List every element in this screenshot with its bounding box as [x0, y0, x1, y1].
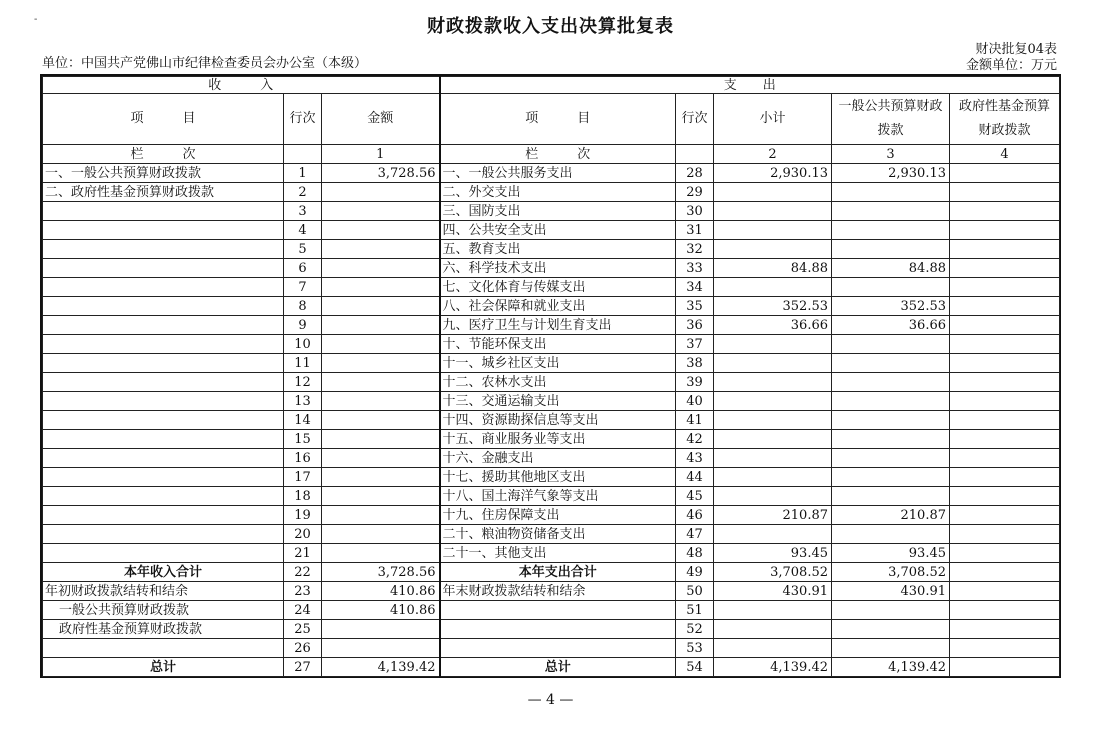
income-row-no-cell: 14 — [284, 411, 322, 430]
income-row-header: 行次 — [284, 94, 322, 145]
expense-subtotal-cell: 352.53 — [714, 297, 832, 316]
income-amount-cell — [322, 240, 440, 259]
expense-subtotal-cell — [714, 221, 832, 240]
income-section-header: 收 入 — [43, 77, 440, 94]
page-number: — 4 — — [527, 692, 574, 708]
expense-row-no-cell: 29 — [676, 183, 714, 202]
expense-subtotal-cell — [714, 430, 832, 449]
income-item-cell — [43, 221, 284, 240]
table-row — [43, 278, 1060, 297]
expense-fund-cell — [950, 354, 1060, 373]
expense-fund-cell — [950, 563, 1060, 582]
income-item-cell — [43, 259, 284, 278]
expense-fund-index: 4 — [950, 145, 1060, 164]
income-row-no-cell: 6 — [284, 259, 322, 278]
income-row-no-cell: 8 — [284, 297, 322, 316]
income-amount-cell — [322, 468, 440, 487]
expense-fund-cell — [950, 639, 1060, 658]
income-item-cell: 二、政府性基金预算财政拨款 — [43, 183, 284, 202]
expense-row-no-cell: 47 — [676, 525, 714, 544]
expense-subtotal-cell — [714, 278, 832, 297]
income-row-no-cell: 9 — [284, 316, 322, 335]
expense-general-cell: 3,708.52 — [832, 563, 950, 582]
expense-item-cell: 一、一般公共服务支出 — [440, 164, 676, 183]
expense-subtotal-cell — [714, 468, 832, 487]
expense-row-no-cell: 30 — [676, 202, 714, 221]
expense-row-no-cell: 33 — [676, 259, 714, 278]
expense-general-cell — [832, 278, 950, 297]
expense-general-cell — [832, 601, 950, 620]
income-item-cell — [43, 297, 284, 316]
expense-general-cell: 2,930.13 — [832, 164, 950, 183]
income-amount-cell: 410.86 — [322, 582, 440, 601]
expense-item-cell: 十八、国土海洋气象等支出 — [440, 487, 676, 506]
income-item-cell — [43, 430, 284, 449]
table-row — [43, 430, 1060, 449]
income-amount-cell — [322, 202, 440, 221]
expense-row-no-cell: 50 — [676, 582, 714, 601]
expense-item-cell: 年末财政拨款结转和结余 — [440, 582, 676, 601]
expense-general-cell — [832, 620, 950, 639]
expense-fund-cell — [950, 449, 1060, 468]
expense-item-cell: 四、公共安全支出 — [440, 221, 676, 240]
table-row — [43, 202, 1060, 221]
income-amount-cell: 3,728.56 — [322, 563, 440, 582]
expense-subtotal-cell — [714, 449, 832, 468]
expense-general-cell — [832, 240, 950, 259]
expense-row-no-cell: 45 — [676, 487, 714, 506]
expense-fund-header: 政府性基金预算财政拨款 — [950, 94, 1060, 145]
expense-subtotal-cell: 93.45 — [714, 544, 832, 563]
income-row-no-cell: 10 — [284, 335, 322, 354]
expense-row-header: 行次 — [676, 94, 714, 145]
expense-row-no-cell: 43 — [676, 449, 714, 468]
table-row — [43, 639, 1060, 658]
income-row-no-cell: 19 — [284, 506, 322, 525]
expense-general-index: 3 — [832, 145, 950, 164]
expense-fund-cell — [950, 658, 1060, 677]
expense-row-no-cell: 31 — [676, 221, 714, 240]
income-amount-header: 金额 — [322, 94, 440, 145]
expense-fund-cell — [950, 316, 1060, 335]
expense-subtotal-cell — [714, 373, 832, 392]
expense-subtotal-cell — [714, 183, 832, 202]
income-row-no-cell: 18 — [284, 487, 322, 506]
expense-row-no-cell: 28 — [676, 164, 714, 183]
expense-row-no-cell: 34 — [676, 278, 714, 297]
expense-item-cell — [440, 601, 676, 620]
table-row — [43, 316, 1060, 335]
expense-item-cell: 十六、金融支出 — [440, 449, 676, 468]
expense-general-cell — [832, 449, 950, 468]
money-unit-label: 金额单位：万元 — [965, 58, 1057, 73]
expense-row-no-cell: 52 — [676, 620, 714, 639]
income-amount-cell — [322, 620, 440, 639]
income-row-no-cell: 3 — [284, 202, 322, 221]
expense-subtotal-cell: 84.88 — [714, 259, 832, 278]
expense-general-cell — [832, 221, 950, 240]
expense-general-cell — [832, 183, 950, 202]
income-item-cell — [43, 487, 284, 506]
expense-col-index: 栏 次 — [440, 145, 676, 164]
expense-general-cell — [832, 335, 950, 354]
income-amount-cell — [322, 487, 440, 506]
expense-item-cell: 十九、住房保障支出 — [440, 506, 676, 525]
income-item-cell: 一、一般公共预算财政拨款 — [43, 164, 284, 183]
table-row — [43, 601, 1060, 620]
expense-item-cell — [440, 620, 676, 639]
table-row — [43, 449, 1060, 468]
table-row — [43, 164, 1060, 183]
expense-general-cell: 430.91 — [832, 582, 950, 601]
income-item-cell: 总计 — [43, 658, 284, 677]
expense-item-cell: 七、文化体育与传媒支出 — [440, 278, 676, 297]
expense-fund-cell — [950, 221, 1060, 240]
expense-item-cell: 六、科学技术支出 — [440, 259, 676, 278]
expense-fund-cell — [950, 430, 1060, 449]
table-row — [43, 373, 1060, 392]
expense-subtotal-cell — [714, 354, 832, 373]
income-col-index: 栏 次 — [43, 145, 284, 164]
table-row — [43, 259, 1060, 278]
expense-fund-cell — [950, 582, 1060, 601]
expense-subtotal-cell — [714, 392, 832, 411]
income-item-cell — [43, 411, 284, 430]
income-amount-cell — [322, 639, 440, 658]
income-row-no-cell: 12 — [284, 373, 322, 392]
income-row-no-cell: 4 — [284, 221, 322, 240]
income-item-cell — [43, 335, 284, 354]
expense-general-header: 一般公共预算财政拨款 — [832, 94, 950, 145]
expense-item-cell: 十一、城乡社区支出 — [440, 354, 676, 373]
table-row — [43, 544, 1060, 563]
budget-table-frame — [40, 74, 1061, 678]
expense-subtotal-cell — [714, 487, 832, 506]
expense-general-cell — [832, 468, 950, 487]
expense-item-cell: 二十、粮油物资储备支出 — [440, 525, 676, 544]
income-item-cell — [43, 506, 284, 525]
income-amount-cell — [322, 449, 440, 468]
table-row — [43, 183, 1060, 202]
expense-item-cell: 十七、援助其他地区支出 — [440, 468, 676, 487]
expense-subtotal-index: 2 — [714, 145, 832, 164]
expense-general-cell: 352.53 — [832, 297, 950, 316]
expense-row-no-cell: 39 — [676, 373, 714, 392]
income-amount-cell: 3,728.56 — [322, 164, 440, 183]
expense-item-cell — [440, 639, 676, 658]
expense-row-no-cell: 36 — [676, 316, 714, 335]
income-row-index-blank — [284, 145, 322, 164]
expense-subtotal-cell — [714, 411, 832, 430]
expense-row-no-cell: 44 — [676, 468, 714, 487]
page-title: 财政拨款收入支出决算批复表 — [427, 16, 674, 37]
expense-item-cell: 十四、资源勘探信息等支出 — [440, 411, 676, 430]
expense-item-cell: 总计 — [440, 658, 676, 677]
income-amount-cell — [322, 221, 440, 240]
expense-subtotal-cell: 430.91 — [714, 582, 832, 601]
expense-fund-cell — [950, 297, 1060, 316]
expense-subtotal-cell: 2,930.13 — [714, 164, 832, 183]
expense-section-header: 支 出 — [440, 77, 1060, 94]
table-row — [43, 354, 1060, 373]
income-amount-cell — [322, 297, 440, 316]
income-amount-cell — [322, 183, 440, 202]
form-number: 财决批复04表 — [975, 42, 1057, 57]
income-item-cell — [43, 316, 284, 335]
table-row — [43, 620, 1060, 639]
income-row-no-cell: 24 — [284, 601, 322, 620]
expense-row-no-cell: 35 — [676, 297, 714, 316]
expense-row-no-cell: 49 — [676, 563, 714, 582]
table-row — [43, 468, 1060, 487]
income-row-no-cell: 25 — [284, 620, 322, 639]
income-item-cell — [43, 373, 284, 392]
income-amount-cell — [322, 430, 440, 449]
table-row — [43, 506, 1060, 525]
expense-general-cell — [832, 430, 950, 449]
unit-label: 单位：中国共产党佛山市纪律检查委员会办公室（本级） — [42, 56, 368, 71]
expense-fund-cell — [950, 183, 1060, 202]
expense-item-header: 项 目 — [440, 94, 676, 145]
expense-item-cell: 十二、农林水支出 — [440, 373, 676, 392]
income-item-cell — [43, 468, 284, 487]
expense-fund-cell — [950, 468, 1060, 487]
income-row-no-cell: 26 — [284, 639, 322, 658]
income-item-cell — [43, 639, 284, 658]
expense-fund-cell — [950, 202, 1060, 221]
income-row-no-cell: 21 — [284, 544, 322, 563]
expense-fund-cell — [950, 601, 1060, 620]
income-amount-cell — [322, 506, 440, 525]
expense-general-cell: 84.88 — [832, 259, 950, 278]
expense-general-cell — [832, 202, 950, 221]
expense-row-no-cell: 38 — [676, 354, 714, 373]
expense-fund-cell — [950, 506, 1060, 525]
income-amount-cell — [322, 259, 440, 278]
expense-row-no-cell: 32 — [676, 240, 714, 259]
expense-subtotal-cell: 4,139.42 — [714, 658, 832, 677]
table-row — [43, 563, 1060, 582]
income-item-cell — [43, 392, 284, 411]
table-row — [43, 487, 1060, 506]
income-item-header: 项 目 — [43, 94, 284, 145]
income-item-cell: 政府性基金预算财政拨款 — [43, 620, 284, 639]
expense-general-cell — [832, 354, 950, 373]
expense-subtotal-cell — [714, 335, 832, 354]
expense-fund-cell — [950, 335, 1060, 354]
income-amount-cell: 4,139.42 — [322, 658, 440, 677]
expense-subtotal-cell — [714, 525, 832, 544]
expense-fund-cell — [950, 278, 1060, 297]
expense-general-cell: 4,139.42 — [832, 658, 950, 677]
expense-fund-cell — [950, 525, 1060, 544]
expense-subtotal-cell — [714, 639, 832, 658]
expense-row-no-cell: 37 — [676, 335, 714, 354]
income-row-no-cell: 16 — [284, 449, 322, 468]
expense-item-cell: 二十一、其他支出 — [440, 544, 676, 563]
income-amount-cell — [322, 392, 440, 411]
table-row — [43, 658, 1060, 677]
income-row-no-cell: 2 — [284, 183, 322, 202]
expense-subtotal-cell — [714, 620, 832, 639]
income-item-cell: 年初财政拨款结转和结余 — [43, 582, 284, 601]
income-row-no-cell: 27 — [284, 658, 322, 677]
expense-row-no-cell: 42 — [676, 430, 714, 449]
expense-fund-cell — [950, 373, 1060, 392]
table-row — [43, 392, 1060, 411]
expense-item-cell: 本年支出合计 — [440, 563, 676, 582]
income-amount-index: 1 — [322, 145, 440, 164]
expense-fund-cell — [950, 544, 1060, 563]
income-row-no-cell: 1 — [284, 164, 322, 183]
budget-table — [42, 76, 1060, 677]
income-row-no-cell: 13 — [284, 392, 322, 411]
expense-subtotal-cell: 36.66 — [714, 316, 832, 335]
expense-general-cell: 36.66 — [832, 316, 950, 335]
expense-row-no-cell: 54 — [676, 658, 714, 677]
income-row-no-cell: 15 — [284, 430, 322, 449]
expense-fund-cell — [950, 392, 1060, 411]
income-amount-cell — [322, 544, 440, 563]
expense-general-cell — [832, 639, 950, 658]
expense-row-no-cell: 40 — [676, 392, 714, 411]
income-amount-cell — [322, 411, 440, 430]
expense-row-no-cell: 51 — [676, 601, 714, 620]
income-item-cell — [43, 544, 284, 563]
expense-subtotal-cell — [714, 601, 832, 620]
income-item-cell: 一般公共预算财政拨款 — [43, 601, 284, 620]
expense-general-cell — [832, 411, 950, 430]
income-item-cell: 本年收入合计 — [43, 563, 284, 582]
income-row-no-cell: 11 — [284, 354, 322, 373]
expense-row-index-blank — [676, 145, 714, 164]
table-row — [43, 582, 1060, 601]
income-item-cell — [43, 525, 284, 544]
expense-subtotal-header: 小计 — [714, 94, 832, 145]
expense-general-cell — [832, 392, 950, 411]
table-row — [43, 240, 1060, 259]
expense-row-no-cell: 41 — [676, 411, 714, 430]
table-row — [43, 411, 1060, 430]
income-amount-cell — [322, 373, 440, 392]
income-amount-cell: 410.86 — [322, 601, 440, 620]
income-row-no-cell: 7 — [284, 278, 322, 297]
expense-fund-cell — [950, 411, 1060, 430]
expense-subtotal-cell — [714, 240, 832, 259]
expense-general-cell — [832, 487, 950, 506]
expense-fund-cell — [950, 487, 1060, 506]
income-amount-cell — [322, 278, 440, 297]
expense-general-cell: 210.87 — [832, 506, 950, 525]
expense-general-cell: 93.45 — [832, 544, 950, 563]
expense-item-cell: 三、国防支出 — [440, 202, 676, 221]
income-amount-cell — [322, 316, 440, 335]
income-amount-cell — [322, 525, 440, 544]
income-item-cell — [43, 278, 284, 297]
expense-subtotal-cell: 3,708.52 — [714, 563, 832, 582]
expense-fund-cell — [950, 164, 1060, 183]
expense-general-cell — [832, 373, 950, 392]
expense-general-cell — [832, 525, 950, 544]
income-item-cell — [43, 449, 284, 468]
table-row — [43, 221, 1060, 240]
expense-fund-cell — [950, 620, 1060, 639]
income-item-cell — [43, 354, 284, 373]
income-amount-cell — [322, 354, 440, 373]
income-row-no-cell: 20 — [284, 525, 322, 544]
expense-row-no-cell: 48 — [676, 544, 714, 563]
expense-subtotal-cell: 210.87 — [714, 506, 832, 525]
expense-item-cell: 八、社会保障和就业支出 — [440, 297, 676, 316]
expense-item-cell: 十、节能环保支出 — [440, 335, 676, 354]
income-amount-cell — [322, 335, 440, 354]
table-row — [43, 525, 1060, 544]
expense-row-no-cell: 53 — [676, 639, 714, 658]
expense-item-cell: 二、外交支出 — [440, 183, 676, 202]
expense-item-cell: 十三、交通运输支出 — [440, 392, 676, 411]
expense-item-cell: 九、医疗卫生与计划生育支出 — [440, 316, 676, 335]
table-row — [43, 297, 1060, 316]
expense-row-no-cell: 46 — [676, 506, 714, 525]
table-row — [43, 335, 1060, 354]
expense-subtotal-cell — [714, 202, 832, 221]
scan-mark: - — [34, 14, 38, 25]
income-row-no-cell: 5 — [284, 240, 322, 259]
income-row-no-cell: 17 — [284, 468, 322, 487]
expense-fund-cell — [950, 240, 1060, 259]
income-row-no-cell: 23 — [284, 582, 322, 601]
expense-fund-cell — [950, 259, 1060, 278]
income-item-cell — [43, 202, 284, 221]
expense-item-cell: 五、教育支出 — [440, 240, 676, 259]
expense-item-cell: 十五、商业服务业等支出 — [440, 430, 676, 449]
income-item-cell — [43, 240, 284, 259]
income-row-no-cell: 22 — [284, 563, 322, 582]
